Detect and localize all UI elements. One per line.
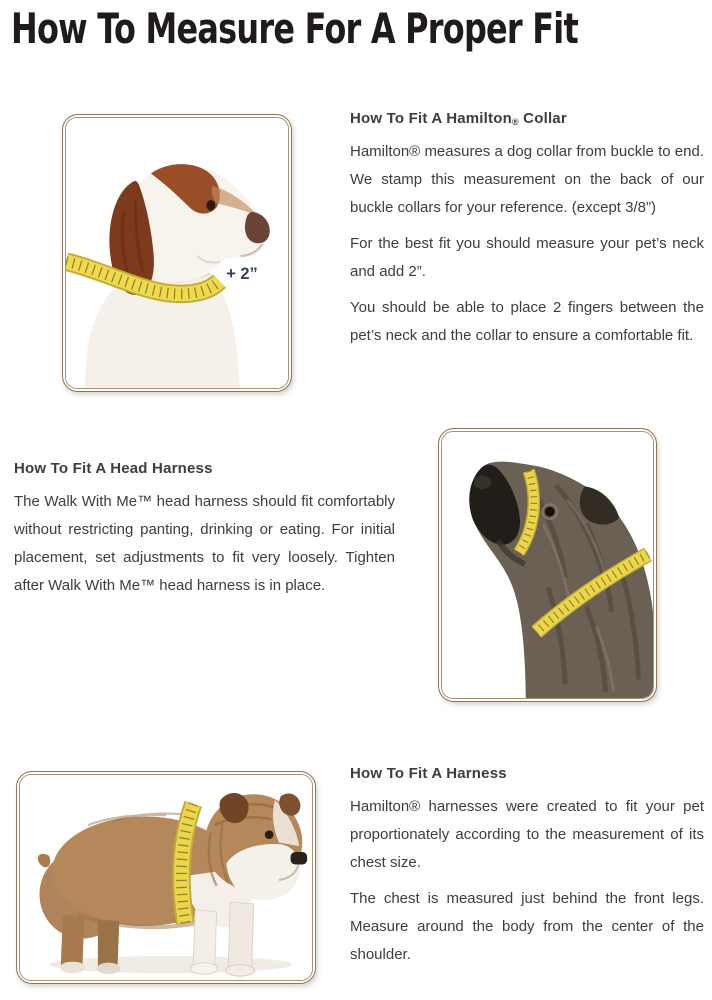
collar-photo [65, 117, 289, 389]
head-harness-heading: How To Fit A Head Harness [14, 460, 213, 477]
head-harness-paragraph-1: The Walk With Me™ head harness should fit comfortably without restricting panting, drinking or eating. For initial placement, set adjustments to fit very loosely. Tighten after Walk With Me™ head harness is in place. [14, 493, 395, 594]
dog-neck-measure-illustration [66, 118, 288, 388]
plus-two-inches-label: + 2” [226, 265, 258, 284]
collar-photo-frame [62, 114, 292, 392]
dog-muzzle-measure-illustration [442, 432, 653, 698]
ground-shadow [49, 956, 292, 973]
collar-paragraph-2: For the best fit you should measure your pet’s neck and add 2”. [350, 235, 704, 280]
head-harness-photo-frame [438, 428, 657, 702]
head-harness-photo [441, 431, 654, 699]
collar-heading: How To Fit A Hamilton® Collar [350, 110, 567, 127]
harness-heading: How To Fit A Harness [350, 765, 507, 782]
collar-text-column [350, 110, 704, 358]
collar-paragraph-3: You should be able to place 2 fingers between the pet’s neck and the collar to ensure a comfortable fit. [350, 299, 704, 344]
registered-mark: ® [511, 117, 519, 127]
harness-photo [19, 774, 313, 981]
harness-paragraph-1: Hamilton® harnesses were created to fit your pet proportionately according to the measurement of its chest size. [350, 798, 704, 871]
harness-photo-frame [16, 771, 316, 984]
head-harness-text-column [14, 460, 395, 608]
page-title: How To Measure For A Proper Fit [11, 4, 578, 53]
collar-paragraph-1: Hamilton® measures a dog collar from buckle to end. We stamp this measurement on the back of our buckle collars for your reference. (except 3/8”) [350, 143, 704, 216]
harness-paragraph-2: The chest is measured just behind the front legs. Measure around the body from the center of the shoulder. [350, 890, 704, 963]
bulldog-chest-measure-illustration [20, 775, 312, 980]
harness-text-column [350, 765, 704, 977]
